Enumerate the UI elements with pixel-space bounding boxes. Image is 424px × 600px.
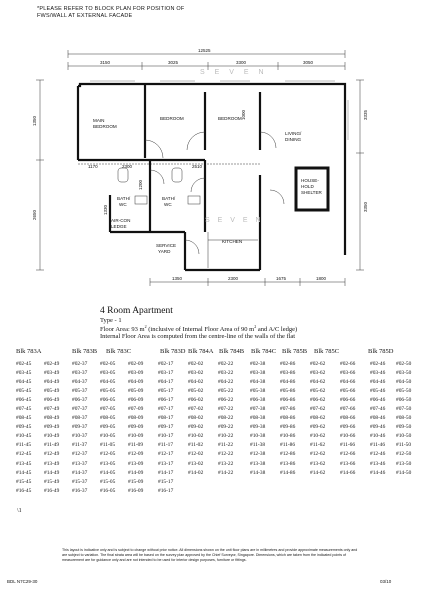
unit-number: #07-05 xyxy=(100,406,116,413)
unit-number: #06-02 xyxy=(188,397,204,404)
unit-number: #13-22 xyxy=(218,460,234,467)
dim-bottom-4: 1800 xyxy=(316,276,327,281)
unit-number: #02-37 xyxy=(72,361,88,367)
unit-number: #07-37 xyxy=(72,406,88,413)
unit-number: #02-17 xyxy=(158,361,174,367)
unit-number: #04-50 xyxy=(396,379,412,386)
unit-number: #07-62 xyxy=(310,406,326,413)
apartment-floor-area xyxy=(100,324,297,333)
floor-area-end: and A/C ledge) xyxy=(256,326,298,334)
unit-number: #02-45 xyxy=(16,361,32,367)
unit-number: #08-45 xyxy=(16,415,32,422)
unit-number: #04-66 xyxy=(340,379,356,386)
unit-number: #14-05 xyxy=(100,469,116,476)
unit-number: #08-09 xyxy=(128,415,144,422)
unit-number: #14-22 xyxy=(218,469,234,476)
unit-number: #02-50 xyxy=(396,361,412,367)
unit-number: #14-49 xyxy=(44,469,60,476)
unit-number: #15-05 xyxy=(100,478,116,485)
watermark-mid: S E V E N xyxy=(205,217,264,224)
unit-number: #14-50 xyxy=(396,469,412,476)
unit-number: #04-22 xyxy=(218,379,234,386)
unit-number: #11-17 xyxy=(158,442,174,449)
unit-number: #16-09 xyxy=(128,487,144,494)
unit-number: #12-49 xyxy=(44,451,60,458)
block-header-783b: Blk 783B xyxy=(72,348,98,355)
unit-number: #08-17 xyxy=(158,415,174,422)
unit-number: #05-17 xyxy=(158,388,174,395)
unit-number: #05-49 xyxy=(44,388,60,395)
unit-number: #13-50 xyxy=(396,460,412,467)
unit-number: #12-66 xyxy=(340,451,356,458)
unit-number: #09-02 xyxy=(188,424,204,431)
unit-number: #04-37 xyxy=(72,379,88,386)
unit-number: #08-05 xyxy=(100,415,116,422)
unit-number: #11-37 xyxy=(72,442,88,449)
facade-note-line1: *PLEASE REFER TO BLOCK PLAN FOR POSITION OF xyxy=(37,6,185,12)
unit-number: #02-46 xyxy=(370,361,386,367)
unit-number: #12-02 xyxy=(188,451,204,458)
unit-number: #05-66 xyxy=(340,388,356,395)
unit-number: #04-17 xyxy=(158,379,174,386)
document-code: BDL N7C29-30 xyxy=(7,579,38,584)
room-living-1: LIVING/ xyxy=(285,131,302,136)
unit-number: #13-09 xyxy=(128,460,144,467)
watermark-top: S E V E N xyxy=(200,69,268,76)
unit-column xyxy=(218,360,233,478)
dim-mid-2: 2300 xyxy=(122,164,133,169)
unit-number: #03-45 xyxy=(16,370,32,377)
unit-column xyxy=(340,360,355,478)
unit-number: #08-86 xyxy=(280,415,296,422)
unit-number: #02-22 xyxy=(218,361,234,367)
unit-number: #11-66 xyxy=(340,442,356,449)
unit-column xyxy=(310,360,325,478)
dim-top-4: 3050 xyxy=(303,60,314,65)
dim-top-1: 3150 xyxy=(100,60,111,65)
unit-number: #12-86 xyxy=(280,451,296,458)
unit-number: #10-86 xyxy=(280,433,296,440)
unit-number: #06-38 xyxy=(250,397,266,404)
unit-number: #05-46 xyxy=(370,388,386,395)
unit-number: #16-05 xyxy=(100,487,116,494)
unit-number: #08-37 xyxy=(72,415,88,422)
unit-number: #10-45 xyxy=(16,433,32,440)
unit-number: #10-05 xyxy=(100,433,116,440)
unit-number: #13-86 xyxy=(280,460,296,467)
unit-number: #13-46 xyxy=(370,460,386,467)
unit-number: #05-37 xyxy=(72,388,88,395)
unit-number: #13-45 xyxy=(16,460,32,467)
block-header-785d: Blk 785D xyxy=(368,348,394,355)
unit-number: #11-38 xyxy=(250,442,266,449)
dim-left-1: 1350 xyxy=(32,115,37,126)
unit-number: #06-09 xyxy=(128,397,144,404)
unit-number: #03-62 xyxy=(310,370,326,377)
unit-number: #08-62 xyxy=(310,415,326,422)
unit-number: #11-49 xyxy=(44,442,60,449)
block-header-783c: Blk 783C xyxy=(106,348,132,355)
unit-column xyxy=(370,360,385,478)
unit-number: #13-05 xyxy=(100,460,116,467)
unit-number: #07-49 xyxy=(44,406,60,413)
unit-number: #12-45 xyxy=(16,451,32,458)
room-bath1-2: WC xyxy=(119,202,127,207)
unit-number: #03-02 xyxy=(188,370,204,377)
unit-number: #08-66 xyxy=(340,415,356,422)
unit-number: #04-86 xyxy=(280,379,296,386)
unit-number: #13-37 xyxy=(72,460,88,467)
unit-number: #03-05 xyxy=(100,370,116,377)
unit-number: #09-50 xyxy=(396,424,412,431)
unit-number: #11-09 xyxy=(128,442,144,449)
unit-number: #10-37 xyxy=(72,433,88,440)
room-service-1: SERVICE xyxy=(156,243,177,248)
unit-number: #16-37 xyxy=(72,487,88,494)
unit-number: #14-46 xyxy=(370,469,386,476)
dim-bottom-2: 2300 xyxy=(228,276,239,281)
unit-number: #09-46 xyxy=(370,424,386,431)
unit-column xyxy=(396,360,411,478)
unit-number: #03-50 xyxy=(396,370,412,377)
dim-right-1: 3335 xyxy=(363,109,368,120)
floor-area-sup: 2 xyxy=(144,324,147,329)
unit-number: #09-22 xyxy=(218,424,234,431)
unit-number: #09-17 xyxy=(158,424,174,431)
unit-number: #14-37 xyxy=(72,469,88,476)
unit-number: #07-86 xyxy=(280,406,296,413)
unit-column xyxy=(72,360,87,496)
unit-column xyxy=(128,360,143,496)
unit-number: #06-22 xyxy=(218,397,234,404)
unit-number: #10-50 xyxy=(396,433,412,440)
unit-number: #07-38 xyxy=(250,406,266,413)
unit-number: #03-38 xyxy=(250,370,266,377)
unit-number: #15-49 xyxy=(44,478,60,485)
dim-left-2: 2650 xyxy=(32,209,37,220)
unit-number: #14-45 xyxy=(16,469,32,476)
unit-number: #05-86 xyxy=(280,388,296,395)
unit-number: #12-50 xyxy=(396,451,412,458)
apartment-type: Type - 1 xyxy=(100,317,122,324)
unit-number: #03-49 xyxy=(44,370,60,377)
unit-number: #04-38 xyxy=(250,379,266,386)
unit-number: #05-22 xyxy=(218,388,234,395)
unit-number: #04-62 xyxy=(310,379,326,386)
unit-column xyxy=(250,360,265,478)
unit-column xyxy=(158,360,173,496)
unit-number: #05-09 xyxy=(128,388,144,395)
dim-bottom-1: 1350 xyxy=(172,276,183,281)
unit-column xyxy=(100,360,115,496)
dim-bottom-3: 1675 xyxy=(276,276,287,281)
unit-number: #09-38 xyxy=(250,424,266,431)
unit-number: #11-22 xyxy=(218,442,234,449)
unit-number: #06-45 xyxy=(16,397,32,404)
unit-number: #06-86 xyxy=(280,397,296,404)
unit-number: #12-09 xyxy=(128,451,144,458)
room-shelter-2: HOLD xyxy=(301,184,314,189)
unit-number: #07-02 xyxy=(188,406,204,413)
unit-number: #07-45 xyxy=(16,406,32,413)
floor-area-label: Floor Area: 93 m xyxy=(100,326,145,334)
unit-number: #06-37 xyxy=(72,397,88,404)
unit-number: #11-45 xyxy=(16,442,32,449)
unit-number: #15-17 xyxy=(158,478,174,485)
room-service-2: YARD xyxy=(158,249,171,254)
unit-number: #12-46 xyxy=(370,451,386,458)
unit-number: #04-02 xyxy=(188,379,204,386)
unit-number: #10-49 xyxy=(44,433,60,440)
unit-number: #09-66 xyxy=(340,424,356,431)
unit-number: #14-86 xyxy=(280,469,296,476)
unit-number: #09-45 xyxy=(16,424,32,431)
unit-number: #06-05 xyxy=(100,397,116,404)
unit-number: #08-49 xyxy=(44,415,60,422)
room-shelter-3: SHELTER xyxy=(301,190,322,195)
unit-number: #02-38 xyxy=(250,361,266,367)
unit-number: #06-49 xyxy=(44,397,60,404)
unit-column xyxy=(16,360,31,496)
unit-number: #11-05 xyxy=(100,442,116,449)
unit-number: #02-49 xyxy=(44,361,60,367)
unit-number: #06-50 xyxy=(396,397,412,404)
unit-number: #14-02 xyxy=(188,469,204,476)
unit-number: #04-05 xyxy=(100,379,116,386)
room-aircon-1: AIR-CON xyxy=(111,218,131,223)
room-bedroom-2: BEDROOM xyxy=(218,116,242,121)
dim-mid-6: 1200 xyxy=(138,179,143,190)
unit-number: #10-22 xyxy=(218,433,234,440)
unit-number: #05-62 xyxy=(310,388,326,395)
room-shelter-1: HOUSE- xyxy=(301,178,319,183)
unit-number: #12-37 xyxy=(72,451,88,458)
unit-number: #10-09 xyxy=(128,433,144,440)
floor-area-rest: (inclusive of Internal Floor Area of 90 m xyxy=(146,326,255,334)
unit-number: #10-46 xyxy=(370,433,386,440)
unit-number: #07-46 xyxy=(370,406,386,413)
unit-number: #05-38 xyxy=(250,388,266,395)
room-main-bedroom-1: MAIN xyxy=(93,118,105,123)
unit-number: #14-17 xyxy=(158,469,174,476)
unit-number: #02-66 xyxy=(340,361,356,367)
dim-right-2: 3350 xyxy=(363,201,368,212)
block-header-785c: Blk 785C xyxy=(314,348,340,355)
unit-column xyxy=(188,360,203,478)
unit-number: #07-09 xyxy=(128,406,144,413)
unit-number: #08-02 xyxy=(188,415,204,422)
unit-number: #03-37 xyxy=(72,370,88,377)
unit-number: #08-38 xyxy=(250,415,266,422)
unit-number: #13-62 xyxy=(310,460,326,467)
unit-number: #09-37 xyxy=(72,424,88,431)
dim-top-2: 3025 xyxy=(168,60,179,65)
unit-number: #10-38 xyxy=(250,433,266,440)
unit-number: #07-22 xyxy=(218,406,234,413)
unit-number: #08-46 xyxy=(370,415,386,422)
unit-number: #07-50 xyxy=(396,406,412,413)
unit-number: #07-17 xyxy=(158,406,174,413)
unit-number: #09-62 xyxy=(310,424,326,431)
unit-number: #03-66 xyxy=(340,370,356,377)
unit-number: #08-50 xyxy=(396,415,412,422)
dim-mid-5: 1330 xyxy=(103,204,108,215)
unit-number: #16-17 xyxy=(158,487,174,494)
page-number: 03/10 xyxy=(380,579,392,584)
unit-number: #10-17 xyxy=(158,433,174,440)
unit-number: #10-62 xyxy=(310,433,326,440)
unit-number: #06-46 xyxy=(370,397,386,404)
room-bedroom-1: BEDROOM xyxy=(160,116,184,121)
dim-top-3: 3300 xyxy=(236,60,247,65)
margin-mark: \1 xyxy=(17,508,22,514)
block-header-783d: Blk 783D xyxy=(160,348,186,355)
unit-number: #11-50 xyxy=(396,442,412,449)
unit-number: #13-02 xyxy=(188,460,204,467)
unit-number: #10-02 xyxy=(188,433,204,440)
unit-number: #09-09 xyxy=(128,424,144,431)
unit-number: #10-66 xyxy=(340,433,356,440)
unit-number: #14-38 xyxy=(250,469,266,476)
unit-number: #12-05 xyxy=(100,451,116,458)
unit-number: #09-49 xyxy=(44,424,60,431)
unit-number: #06-62 xyxy=(310,397,326,404)
room-bath2-1: BATH/ xyxy=(162,196,176,201)
unit-number: #03-46 xyxy=(370,370,386,377)
dim-mid-3: 2510 xyxy=(192,164,203,169)
unit-number: #11-86 xyxy=(280,442,296,449)
unit-number: #13-49 xyxy=(44,460,60,467)
unit-number: #12-22 xyxy=(218,451,234,458)
unit-number: #03-17 xyxy=(158,370,174,377)
unit-number: #03-86 xyxy=(280,370,296,377)
dim-mid-4: 1000 xyxy=(241,109,246,120)
block-header-784a: Blk 784A xyxy=(188,348,214,355)
unit-number: #16-45 xyxy=(16,487,32,494)
unit-number: #15-37 xyxy=(72,478,88,485)
unit-number: #04-49 xyxy=(44,379,60,386)
room-bath1-1: BATH/ xyxy=(117,196,131,201)
unit-number: #14-62 xyxy=(310,469,326,476)
apartment-internal-note: Internal Floor Area is computed from the centre-line of the walls of the flat xyxy=(100,333,296,340)
block-header-784b: Blk 784B xyxy=(219,348,245,355)
unit-number: #05-02 xyxy=(188,388,204,395)
unit-number: #03-22 xyxy=(218,370,234,377)
unit-number: #11-02 xyxy=(188,442,204,449)
room-bath2-2: WC xyxy=(164,202,172,207)
block-header-784c: Blk 784C xyxy=(251,348,277,355)
unit-number: #02-02 xyxy=(188,361,204,367)
unit-number: #06-66 xyxy=(340,397,356,404)
apartment-title: 4 Room Apartment xyxy=(100,306,173,316)
facade-note-line2: FWS/WALL AT EXTERNAL FACADE xyxy=(37,13,133,19)
unit-number: #12-38 xyxy=(250,451,266,458)
unit-number: #02-09 xyxy=(128,361,144,367)
unit-number: #02-05 xyxy=(100,361,116,367)
dim-overall: 12525 xyxy=(198,48,211,53)
unit-number: #13-17 xyxy=(158,460,174,467)
unit-number: #05-45 xyxy=(16,388,32,395)
unit-number: #12-17 xyxy=(158,451,174,458)
unit-number: #02-86 xyxy=(280,361,296,367)
unit-number: #04-09 xyxy=(128,379,144,386)
unit-number: #09-05 xyxy=(100,424,116,431)
room-living-2: DINING xyxy=(285,137,302,142)
shelter-wall xyxy=(296,168,328,210)
room-kitchen: KITCHEN xyxy=(222,239,243,244)
unit-column xyxy=(44,360,59,496)
unit-number: #11-62 xyxy=(310,442,326,449)
room-main-bedroom-2: BEDROOM xyxy=(93,124,117,129)
floor-area-sup2: 2 xyxy=(254,324,257,329)
unit-number: #12-62 xyxy=(310,451,326,458)
unit-number: #05-05 xyxy=(100,388,116,395)
unit-number: #14-09 xyxy=(128,469,144,476)
unit-number: #16-49 xyxy=(44,487,60,494)
unit-number: #14-66 xyxy=(340,469,356,476)
unit-number: #04-45 xyxy=(16,379,32,386)
disclaimer: This layout is indicative only and is subject to change without prior notice. All dimensions shown on the unit floor plans are in millimetres and provide approximate measurements only and are subject to variation. The final strata area will be based on the survey plan approved by the Chief Surveyor, Singapore. Dimensions, which are taken from the indicated points of measurement are for guidance only and are not intended to be used for interior design purposes, furniture or fittings. xyxy=(62,548,358,562)
room-aircon-2: LEDGE xyxy=(111,224,127,229)
unit-number: #02-62 xyxy=(310,361,326,367)
block-header-785b: Blk 785B xyxy=(282,348,308,355)
unit-number: #11-46 xyxy=(370,442,386,449)
dim-mid-1: 1170 xyxy=(88,164,98,169)
unit-column xyxy=(280,360,295,478)
unit-number: #13-66 xyxy=(340,460,356,467)
unit-number: #15-09 xyxy=(128,478,144,485)
unit-number: #09-86 xyxy=(280,424,296,431)
unit-number: #04-46 xyxy=(370,379,386,386)
unit-number: #03-09 xyxy=(128,370,144,377)
block-header-783a: Blk 783A xyxy=(16,348,42,355)
unit-number: #08-22 xyxy=(218,415,234,422)
unit-number: #07-66 xyxy=(340,406,356,413)
unit-number: #15-45 xyxy=(16,478,32,485)
unit-number: #13-38 xyxy=(250,460,266,467)
unit-number: #05-50 xyxy=(396,388,412,395)
unit-number: #06-17 xyxy=(158,397,174,404)
